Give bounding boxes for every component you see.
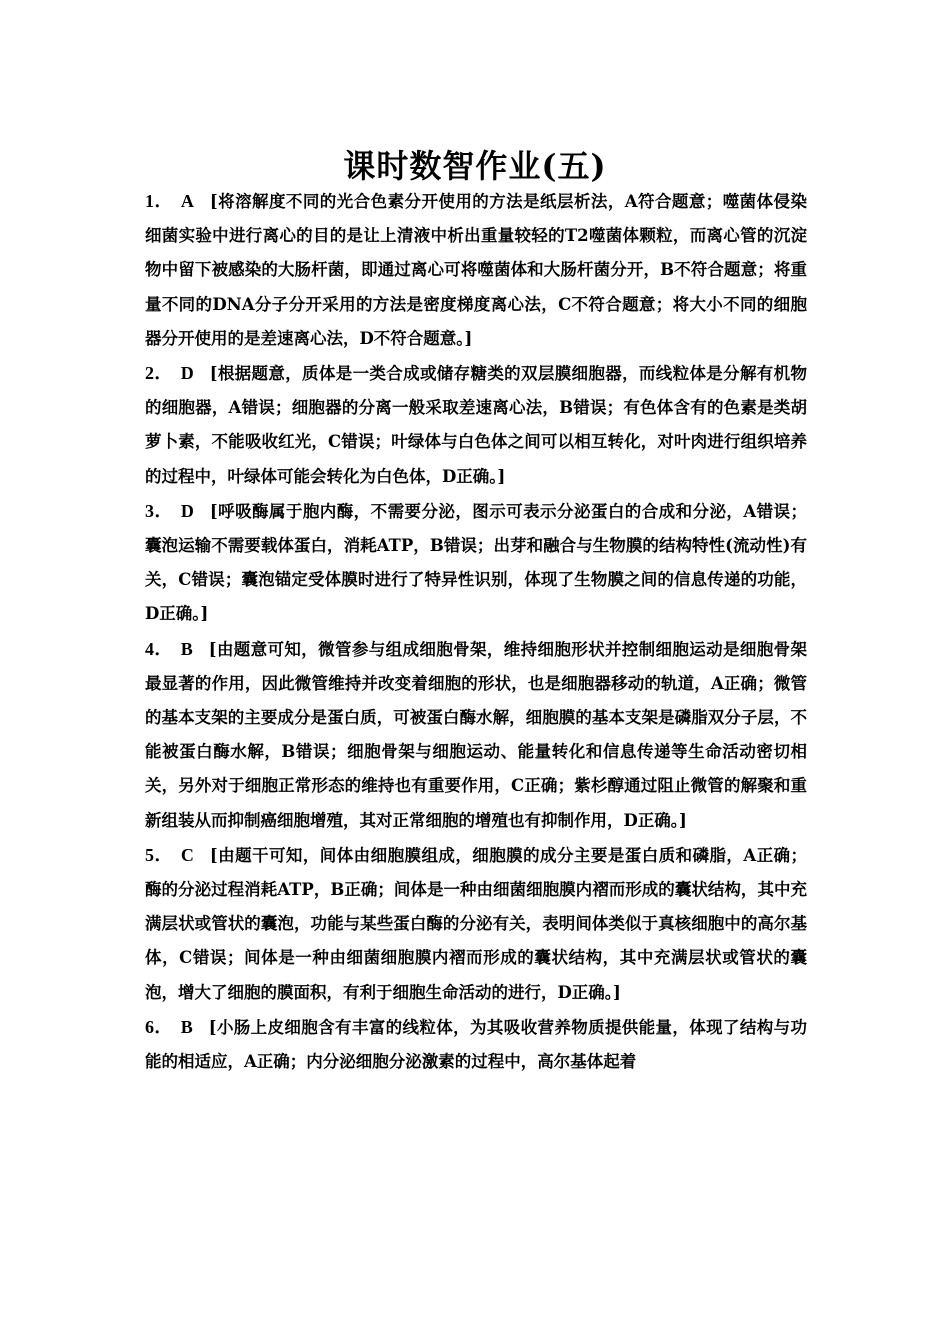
answer-number: 3． bbox=[145, 500, 173, 521]
answer-explanation: [根据题意，质体是一类合成或储存糖类的双层膜细胞器，而线粒体是分解有机物的细胞器，A错误；细胞器的分离一般采取差速离心法，B错误；有色体含有的色素是类胡萝卜素，不能吸收红光，C错误；叶绿体与白色体之间可以相互转化，对叶肉进行组织培养的过程中，叶绿体可能会转化为白色体，D正确。] bbox=[145, 364, 807, 486]
answer-letter: D bbox=[180, 500, 194, 521]
page-title: 课时数智作业(五) bbox=[343, 147, 607, 186]
answer-list bbox=[145, 184, 807, 1079]
answer-letter: C bbox=[180, 844, 194, 865]
answer-number: 4． bbox=[145, 638, 173, 659]
answer-letter: B bbox=[180, 638, 193, 659]
answer-letter: A bbox=[180, 191, 194, 211]
answer-item bbox=[145, 356, 807, 494]
answer-explanation: [将溶解度不同的光合色素分开使用的方法是纸层析法，A符合题意；噬菌体侵染细菌实验中进行离心的目的是让上清液中析出重量较轻的T2噬菌体颗粒，而离心管的沉淀物中留下被感染的大肠杆菌，即通过离心可将噬菌体和大肠杆菌分开，B不符合题意；将重量不同的DNA分子分开采用的方法是密度梯度离心法，C不符合题意；将大小不同的细胞器分开使用的是差速离心法，D不符合题意。] bbox=[145, 192, 808, 348]
answer-number: 2． bbox=[145, 363, 173, 384]
answer-item bbox=[145, 838, 807, 1010]
answer-item bbox=[145, 632, 807, 838]
answer-explanation: [呼吸酶属于胞内酶，不需要分泌，图示可表示分泌蛋白的合成和分泌，A错误；囊泡运输不需要载体蛋白，消耗ATP，B错误；出芽和融合与生物膜的结构特性(流动性)有关，C错误；囊泡锚定受体膜时进行了特异性识别，体现了生物膜之间的信息传递的功能，D正确。] bbox=[145, 501, 808, 624]
answer-item bbox=[145, 1010, 807, 1079]
answer-letter: B bbox=[180, 1016, 193, 1037]
answer-item bbox=[145, 184, 807, 356]
answer-item bbox=[145, 494, 807, 632]
answer-number: 1． bbox=[145, 191, 173, 211]
answer-explanation: [小肠上皮细胞含有丰富的线粒体，为其吸收营养物质提供能量，体现了结构与功能的相适应，A正确；内分泌细胞分泌激素的过程中，高尔基体起着 bbox=[145, 1017, 808, 1072]
answer-explanation: [由题干可知，间体由细胞膜组成，细胞膜的成分主要是蛋白质和磷脂，A正确；酶的分泌过程消耗ATP，B正确；间体是一种由细菌细胞膜内褶而形成的囊状结构，其中充满层状或管状的囊泡，功能与某些蛋白酶的分泌有关，表明间体类似于真核细胞中的高尔基体，C错误；间体是一种由细菌细胞膜内褶而形成的囊状结构，其中充满层状或管状的囊泡，增大了细胞的膜面积，有利于细胞生命活动的进行，D正确。] bbox=[145, 845, 808, 1002]
answer-letter: D bbox=[180, 363, 194, 384]
answer-number: 6． bbox=[145, 1016, 173, 1037]
answer-explanation: [由题意可知，微管参与组成细胞骨架，维持细胞形状并控制细胞运动是细胞骨架最显著的作用，因此微管维持并改变着细胞的形状，也是细胞器移动的轨道，A正确；微管的基本支架的主要成分是蛋白质，可被蛋白酶水解，细胞膜的基本支架是磷脂双分子层，不能被蛋白酶水解，B错误；细胞骨架与细胞运动、能量转化和信息传递等生命活动密切相关，另外对于细胞正常形态的维持也有重要作用，C正确；紫杉醇通过阻止微管的解聚和重新组装从而抑制癌细胞增殖，其对正常细胞的增殖也有抑制作用，D正确。] bbox=[145, 639, 808, 830]
answer-number: 5． bbox=[145, 844, 173, 865]
